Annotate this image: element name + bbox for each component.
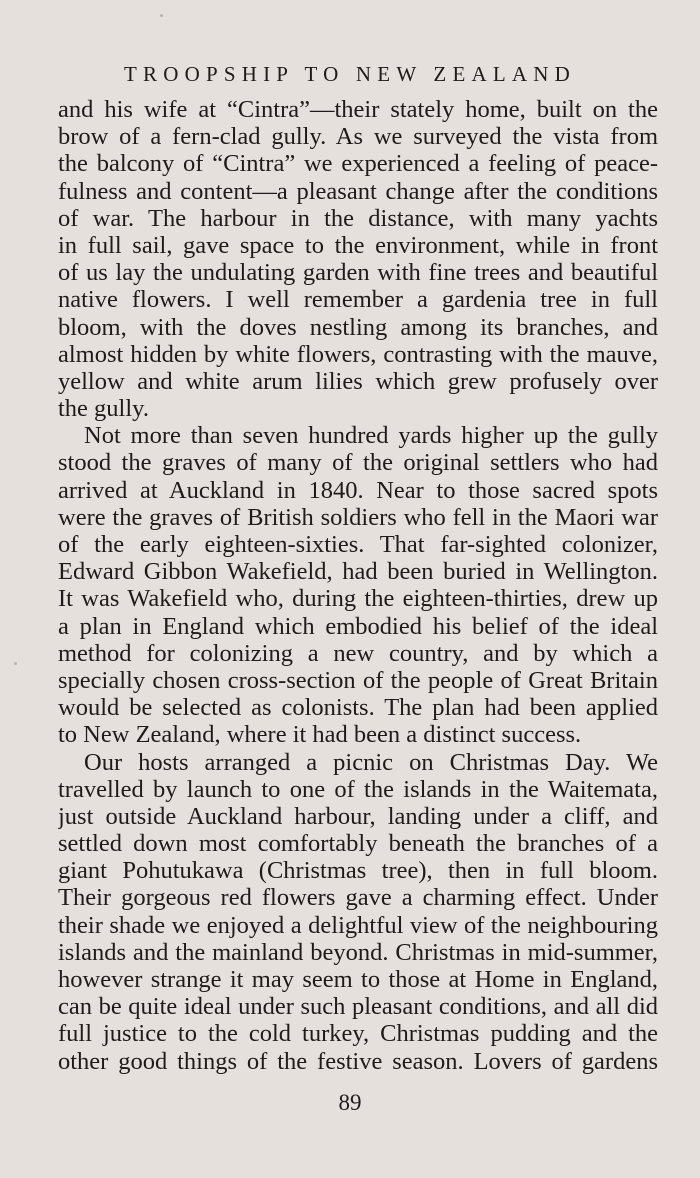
text-line: islands and the mainland beyond. Christmas in mid-summer,	[58, 938, 658, 966]
text-line: specially chosen cross-section of the people of Great Britain	[58, 666, 658, 694]
paper-speck	[14, 662, 17, 665]
running-head: TROOPSHIP TO NEW ZEALAND	[124, 62, 576, 86]
text-line: bloom, with the doves nestling among its branches, and	[58, 313, 658, 341]
text-line: in full sail, gave space to the environment, while in front	[58, 231, 658, 259]
text-line: travelled by launch to one of the islands in the Waitemata,	[58, 775, 658, 803]
text-line: fulness and content—a pleasant change after the conditions	[58, 177, 658, 205]
text-line: full justice to the cold turkey, Christmas pudding and the	[58, 1020, 658, 1048]
text-line: Our hosts arranged a picnic on Christmas Day. We	[84, 748, 658, 776]
text-line: yellow and white arum lilies which grew profusely over	[58, 367, 658, 395]
paragraph-2	[58, 422, 658, 748]
text-line: would be selected as colonists. The plan had been applied	[58, 694, 658, 722]
text-line: a plan in England which embodied his belief of the ideal	[58, 612, 658, 640]
text-line: can be quite ideal under such pleasant conditions, and all did	[58, 993, 658, 1021]
text-line: the balcony of “Cintra” we experienced a feeling of peace-	[58, 150, 658, 178]
text-line: method for colonizing a new country, and by which a	[58, 639, 658, 667]
text-line: of the early eighteen-sixties. That far-sighted colonizer,	[58, 531, 658, 558]
paragraph-1	[58, 96, 658, 422]
text-line: and his wife at “Cintra”—their stately home, built on the	[58, 96, 658, 123]
text-line: arrived at Auckland in 1840. Near to those sacred spots	[58, 476, 658, 504]
text-line: almost hidden by white flowers, contrasting with the mauve,	[58, 340, 658, 368]
text-line: their shade we enjoyed a delightful view of the neighbouring	[58, 911, 658, 939]
text-line: native flowers. I well remember a gardenia tree in full	[58, 286, 658, 314]
text-line: brow of a fern-clad gully. As we surveyed the vista from	[58, 123, 658, 151]
text-line: Not more than seven hundred yards higher up the gully	[84, 422, 658, 450]
text-line: of war. The harbour in the distance, with many yachts	[58, 204, 658, 232]
text-line: Edward Gibbon Wakefield, had been buried in Wellington.	[58, 558, 658, 586]
text-line: giant Pohutukawa (Christmas tree), then in full bloom.	[58, 857, 658, 885]
text-line: however strange it may seem to those at Home in England,	[58, 966, 658, 993]
text-line: settled down most comfortably beneath the branches of a	[58, 830, 658, 858]
paragraph-3	[58, 749, 658, 1075]
text-line: of us lay the undulating garden with fine trees and beautiful	[58, 259, 658, 287]
text-line: other good things of the festive season. Lovers of gardens	[58, 1047, 658, 1075]
text-line: It was Wakefield who, during the eighteen-thirties, drew up	[58, 585, 658, 613]
paper-speck	[160, 14, 163, 17]
text-line: the gully.	[58, 395, 149, 423]
text-line: Their gorgeous red flowers gave a charming effect. Under	[58, 884, 658, 912]
page-number: 89	[338, 1090, 362, 1115]
body-text	[58, 96, 658, 1075]
text-line: just outside Auckland harbour, landing under a cliff, and	[58, 802, 658, 830]
text-line: stood the graves of many of the original settlers who had	[58, 449, 658, 477]
text-line: to New Zealand, where it had been a distinct success.	[58, 721, 582, 749]
text-line: were the graves of British soldiers who fell in the Maori war	[58, 503, 658, 531]
